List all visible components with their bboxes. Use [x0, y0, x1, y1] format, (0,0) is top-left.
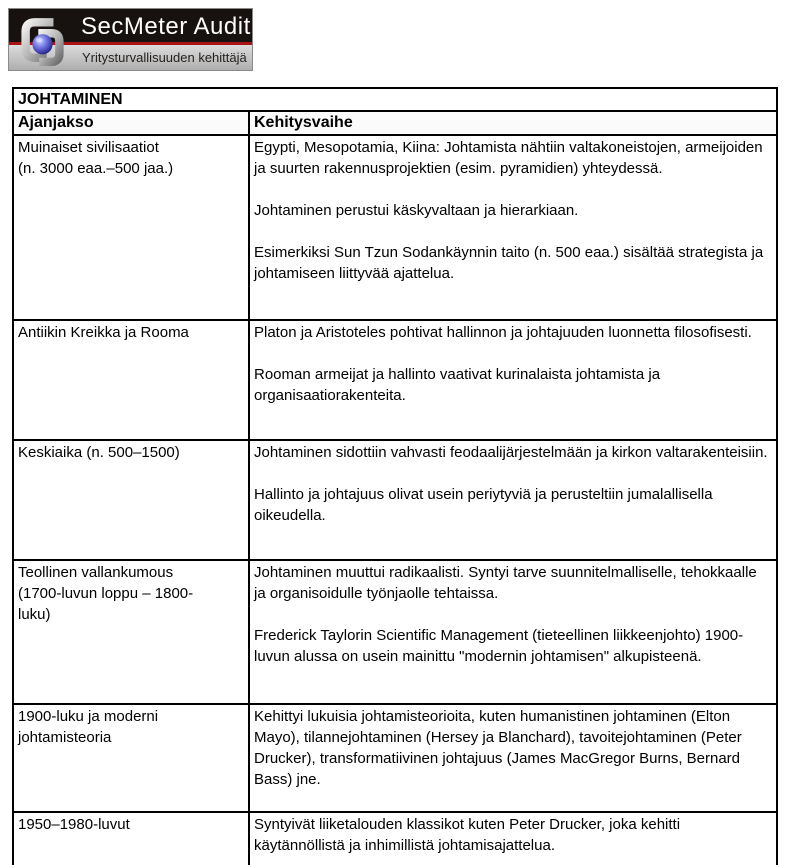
table-header-row	[13, 111, 777, 135]
development-paragraph: Hallinto ja johtajuus olivat usein periytyviä ja perusteltiin jumalallisella oikeudella.	[254, 486, 713, 524]
table-row	[13, 812, 777, 865]
period-line: Muinaiset sivilisaatiot	[18, 139, 159, 156]
period-cell	[13, 440, 249, 560]
period-line: 1950–1980-luvut	[18, 816, 130, 833]
development-paragraph: Johtaminen sidottiin vahvasti feodaalijärjestelmään ja kirkon valtarakenteisiin.	[254, 444, 768, 461]
development-paragraph: Johtaminen muuttui radikaalisti. Syntyi tarve suunnitelmalliselle, tehokkaalle ja organisoidulle työnjaolle tehtaissa.	[254, 564, 757, 602]
column-header-phase: Kehitysvaihe	[249, 111, 777, 135]
development-cell	[249, 440, 777, 560]
logo-title: SecMeter Audit	[81, 13, 251, 40]
development-cell	[249, 320, 777, 440]
development-cell	[249, 560, 777, 704]
logo-tagline: Yritysturvallisuuden kehittäjä	[82, 50, 247, 65]
table-row	[13, 704, 777, 812]
secmeter-logo-icon	[15, 13, 70, 67]
development-paragraph: Egypti, Mesopotamia, Kiina: Johtamista nähtiin valtakoneistojen, armeijoiden ja suurten rakennusprojektien (esim. pyramidien) yhteydessä.	[254, 139, 763, 177]
table-title: JOHTAMINEN	[13, 88, 777, 111]
development-paragraph: Rooman armeijat ja hallinto vaativat kurinalaista johtamista ja organisaatiorakenteita.	[254, 366, 661, 404]
development-paragraph: Kehittyi lukuisia johtamisteorioita, kuten humanistinen johtaminen (Elton Mayo), tilannejohtaminen (Hersey ja Blanchard), tavoitejohtaminen (Peter Drucker), transformatiivinen johtajuus (James MacGregor Burns, Bernard Bass) jne.	[254, 708, 742, 788]
development-paragraph: Syntyivät liiketalouden klassikot kuten Peter Drucker, joka kehitti käytännöllistä ja inhimillistä johtamisajattelua.	[254, 816, 681, 854]
table-row	[13, 440, 777, 560]
development-cell	[249, 812, 777, 865]
period-line: Antiikin Kreikka ja Rooma	[18, 324, 189, 341]
development-paragraph: Johtaminen perustui käskyvaltaan ja hierarkiaan.	[254, 202, 579, 219]
leadership-history-table	[12, 87, 778, 865]
development-cell	[249, 704, 777, 812]
period-cell	[13, 320, 249, 440]
column-header-period: Ajanjakso	[13, 111, 249, 135]
development-cell	[249, 135, 777, 320]
period-cell	[13, 704, 249, 812]
table-row	[13, 135, 777, 320]
secmeter-logo-banner	[8, 8, 253, 71]
period-cell	[13, 812, 249, 865]
development-paragraph: Esimerkiksi Sun Tzun Sodankäynnin taito (n. 500 eaa.) sisältää strategista ja johtamiseen liittyvää ajattelua.	[254, 244, 764, 282]
period-line: (1700-luvun loppu – 1800-	[18, 585, 194, 602]
table-title-row	[13, 88, 777, 111]
development-paragraph: Frederick Taylorin Scientific Management (tieteellinen liikkeenjohto) 1900-luvun alussa on usein mainittu "modernin johtamisen" alkupisteenä.	[254, 627, 744, 665]
period-line: luku)	[18, 606, 51, 623]
period-cell	[13, 135, 249, 320]
period-line: Keskiaika (n. 500–1500)	[18, 444, 180, 461]
period-line: (n. 3000 eaa.–500 jaa.)	[18, 160, 174, 177]
table-row	[13, 560, 777, 704]
period-cell	[13, 560, 249, 704]
development-paragraph: Platon ja Aristoteles pohtivat hallinnon ja johtajuuden luonnetta filosofisesti.	[254, 324, 752, 341]
period-line: 1900-luku ja moderni	[18, 708, 159, 725]
table-row	[13, 320, 777, 440]
period-line: johtamisteoria	[18, 729, 112, 746]
period-line: Teollinen vallankumous	[18, 564, 174, 581]
